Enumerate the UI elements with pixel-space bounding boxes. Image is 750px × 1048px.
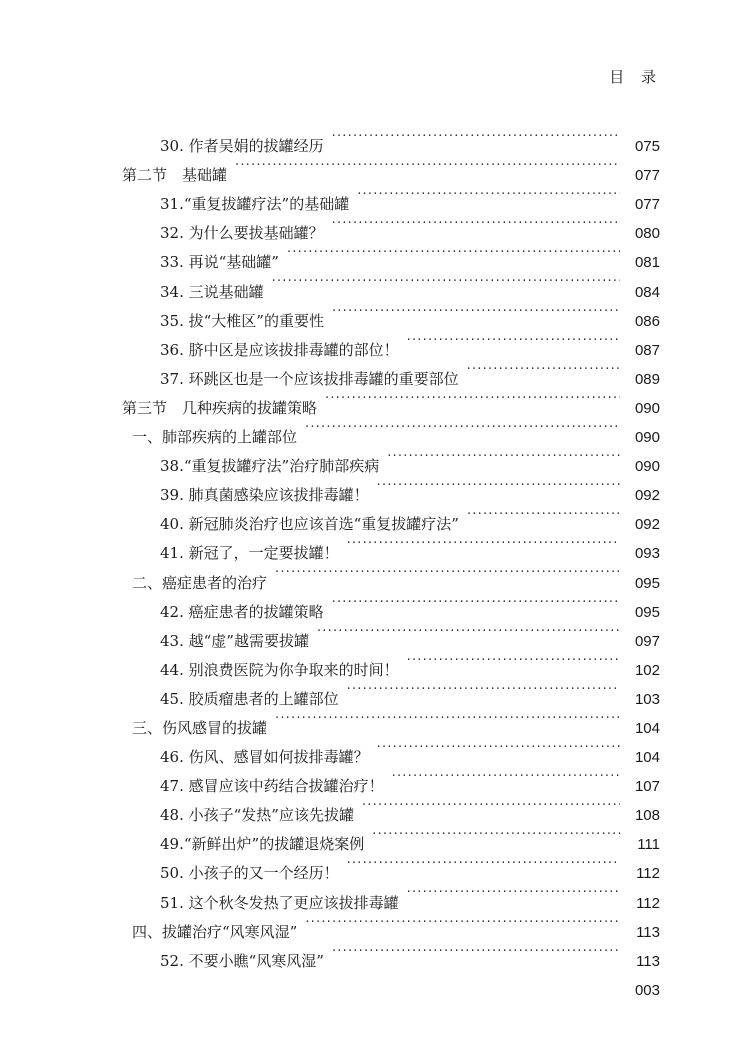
toc-entry-title: 40. 新冠肺炎治疗也应该首选“重复拔罐疗法” (160, 515, 459, 534)
dot-leader (347, 849, 620, 878)
toc-entry-title: 39. 肺真菌感染应该拔排毒罐！ (160, 486, 369, 505)
toc-entry-title: 38.“重复拔罐疗法”治疗肺部疾病 (160, 457, 380, 476)
dot-leader (387, 442, 620, 471)
toc-entry-page: 086 (634, 312, 660, 330)
toc-entry-page: 075 (634, 138, 660, 156)
dot-leader (275, 558, 620, 587)
dot-leader (272, 267, 620, 296)
toc-entry-page: 077 (634, 167, 660, 185)
toc-entry-page: 080 (634, 225, 660, 243)
toc-entry-title: 47. 感冒应该中药结合拔罐治疗！ (160, 777, 384, 796)
toc-entry-title: 第二节 基础罐 (122, 166, 228, 185)
toc-entry-title: 51. 这个秋冬发热了更应该拔排毒罐 (160, 893, 399, 912)
toc-entry-title: 35. 拔“大椎区”的重要性 (160, 311, 324, 330)
dot-leader (305, 908, 620, 937)
dot-leader (332, 297, 620, 326)
toc-entry-title: 46. 伤风、感冒如何拔排毒罐？ (160, 748, 369, 767)
dot-leader (287, 238, 620, 267)
toc-entry-page: 113 (636, 923, 660, 941)
dot-leader (332, 122, 620, 151)
dot-leader (332, 937, 620, 966)
toc-entry-title: 四、拔罐治疗“风寒风湿” (132, 922, 298, 941)
dot-leader (325, 384, 620, 413)
toc-entry-page: 092 (634, 516, 660, 534)
toc-entry-page: 090 (634, 458, 660, 476)
toc-entry-page: 097 (634, 632, 660, 650)
toc-entry-page: 108 (634, 807, 660, 825)
dot-leader (317, 617, 620, 646)
toc-entry-page: 090 (634, 429, 660, 447)
toc-entry-page: 081 (634, 254, 660, 272)
dot-leader (235, 151, 620, 180)
dot-leader (377, 733, 620, 762)
toc-entry-title: 一、肺部疾病的上罐部位 (132, 428, 298, 447)
dot-leader (407, 646, 620, 675)
table-of-contents (122, 122, 660, 970)
dot-leader (347, 529, 620, 558)
toc-entry-title: 三、伤风感冒的拔罐 (132, 718, 268, 737)
dot-leader (332, 588, 620, 617)
dot-leader (407, 878, 620, 907)
toc-entry-page: 095 (634, 603, 660, 621)
toc-entry-page: 103 (634, 690, 660, 708)
toc-entry-page: 095 (634, 574, 660, 592)
toc-entry-title: 31.“重复拔罐疗法”的基础罐 (160, 195, 350, 214)
toc-entry-title: 30. 作者吴娟的拔罐经历 (160, 137, 324, 156)
toc-entry-page: 113 (636, 952, 660, 970)
toc-entry-page: 093 (634, 545, 660, 563)
toc-entry-title: 45. 胶质瘤患者的上罐部位 (160, 689, 339, 708)
dot-leader (305, 413, 620, 442)
toc-entry-page: 089 (634, 370, 660, 388)
toc-entry-page: 111 (637, 836, 660, 854)
toc-entry-title: 34. 三说基础罐 (160, 282, 264, 301)
toc-entry-title: 33. 再说“基础罐” (160, 253, 279, 272)
toc-entry-page: 077 (634, 196, 660, 214)
dot-leader (377, 471, 620, 500)
toc-entry-title: 37. 环跳区也是一个应该拔排毒罐的重要部位 (160, 369, 459, 388)
toc-entry-page: 107 (634, 778, 660, 796)
toc-entry-page: 112 (636, 865, 660, 883)
toc-entry-title: 36. 脐中区是应该拔排毒罐的部位！ (160, 340, 399, 359)
toc-entry-page: 087 (634, 341, 660, 359)
page-number: 003 (634, 982, 660, 999)
dot-leader (275, 704, 620, 733)
toc-entry-title: 52. 不要小瞧“风寒风湿” (160, 951, 324, 970)
toc-entry-page: 104 (634, 719, 660, 737)
toc-entry-page: 102 (634, 661, 660, 679)
toc-entry-title: 49.“新鲜出炉”的拔罐退烧案例 (160, 835, 365, 854)
dot-leader (362, 791, 620, 820)
toc-entry-title: 43. 越“虚”越需要拔罐 (160, 631, 309, 650)
toc-entry-title: 32. 为什么要拔基础罐？ (160, 224, 324, 243)
dot-leader (347, 675, 620, 704)
toc-entry-page: 090 (634, 399, 660, 417)
toc-entry-title: 二、癌症患者的治疗 (132, 573, 268, 592)
toc-entry-page: 084 (634, 283, 660, 301)
dot-leader (407, 326, 620, 355)
toc-entry-title: 第三节 几种疾病的拔罐策略 (122, 398, 318, 417)
toc-entry-title: 42. 癌症患者的拔罐策略 (160, 602, 324, 621)
dot-leader (392, 762, 620, 791)
running-header: 目 录 (609, 68, 662, 86)
toc-entry-title: 44. 别浪费医院为你争取来的时间！ (160, 660, 399, 679)
dot-leader (372, 820, 620, 849)
dot-leader (467, 355, 620, 384)
toc-entry-title: 50. 小孩子的又一个经历！ (160, 864, 339, 883)
toc-entry-page: 092 (634, 487, 660, 505)
toc-entry-page: 112 (636, 894, 660, 912)
toc-entry-row (122, 122, 660, 156)
toc-entry-page: 104 (634, 749, 660, 767)
dot-leader (357, 180, 620, 209)
toc-entry-title: 41. 新冠了，一定要拔罐！ (160, 544, 339, 563)
dot-leader (332, 209, 620, 238)
dot-leader (467, 500, 620, 529)
toc-entry-title: 48. 小孩子“发热”应该先拔罐 (160, 806, 354, 825)
